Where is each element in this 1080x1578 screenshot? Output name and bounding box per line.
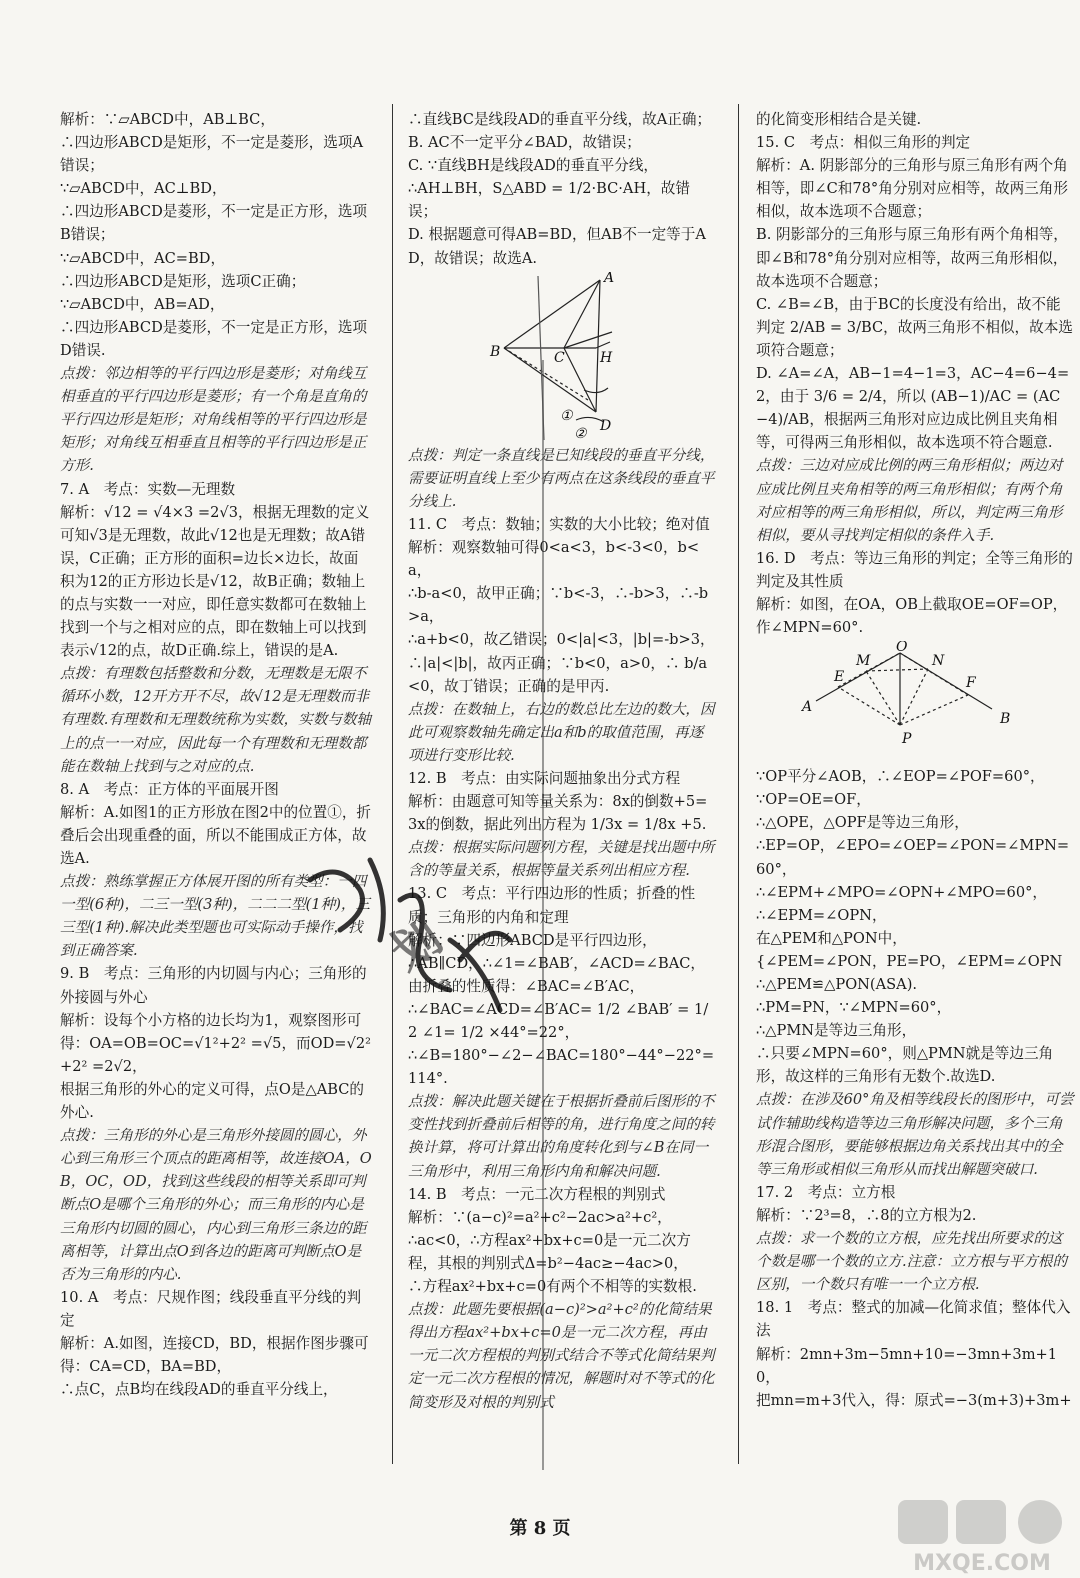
text-line: ∴四边形ABCD是菱形，不一定是正方形，选项B错误； (60, 203, 368, 244)
text-line: 11. C 考点：数轴；实数的大小比较；绝对值 (408, 515, 710, 533)
text-line: ∴AH⊥BH，S△ABD = 1/2·BC·AH，故错误； (408, 180, 690, 221)
watermark (892, 1496, 1072, 1576)
text-line: {∠PEM=∠PON，PE=PO，∠EPM=∠OPN (756, 952, 1063, 970)
label-B: B (490, 343, 501, 360)
text-line: ∴点C，点B均在线段AD的垂直平分线上， (60, 1381, 338, 1399)
column-1 (60, 108, 372, 1401)
handwriting-text: 划 (380, 908, 453, 982)
column-3-bottom (756, 765, 1074, 1412)
column-divider-right (738, 104, 739, 1464)
text-line: 解析：由题意可知等量关系为：8x的倒数+5=3x的倒数，据此列出方程为 1/3x = 1/8x +5. (408, 793, 708, 834)
text-line: 7. A 考点：实数—无理数 (60, 480, 236, 498)
text-line: ∴四边形ABCD是矩形，不一定是菱形，选项A错误； (60, 134, 364, 175)
text-line: ∴a+b<0，故乙错误；0<|a|<3，|b|=-b>3，∴|a|<|b|，故丙正确；∵b<0，a>0，∴ b/a <0，故丁错误；正确的是甲丙. (408, 631, 715, 695)
text-line: ∴ac<0，∴方程ax²+bx+c=0是一元二次方程，其根的判别式Δ=b²−4ac≥−4ac>0， (408, 1231, 691, 1272)
label-F: F (966, 675, 976, 692)
text-line: 10. A 考点：尺规作图；线段垂直平分线的判定 (60, 1288, 362, 1329)
text-line: ∴∠EPM+∠MPO=∠OPN+∠MPO=60°， (756, 883, 1047, 901)
label-M: M (856, 653, 871, 670)
text-line: ∴直线BC是线段AD的垂直平分线，故A正确； (408, 111, 712, 128)
q16-figure (756, 641, 1056, 761)
text-line: 解析：√12 = √4×3 =2√3，根据无理数的定义可知√3是无理数，故此√12也是无理数；故A错误，C正确；正方形的面积=边长×边长，故面积为12的正方形边长是√12，故B正确；数轴上的点与实数一一对应，即任意实数都可在数轴上找到一个与之相对应的点，即在数轴上可以找到表示√12的点，故D正确.综上，错误的是A. (60, 503, 370, 660)
label-P: P (902, 731, 912, 748)
text-line: ∵OP=OE=OF， (756, 791, 871, 809)
text-line: 点拨：根据实际问题列方程，关键是找出题中所含的等量关系，根据等量关系列出相应方程. (408, 839, 715, 880)
text-line: 解析：2mn+3m−5mn+10=−3mn+3m+10， (756, 1345, 1058, 1386)
text-line: 点拨：三边对应成比例的两三角形相似；两边对应成比例且夹角相等的两三角形相似；有两个角对应相等的两三角形相似，所以，判定两三角形相似，要从寻找判定相似的条件入手. (756, 457, 1063, 544)
column-2 (408, 108, 716, 1414)
text-line: ∴∠BAC=∠ACD=∠B′AC= 1/2 ∠BAB′ = 1/2 ∠1= 1/2 ×44°=22°， (408, 1000, 709, 1041)
label-N: N (932, 653, 945, 670)
text-line: 点拨：解决此题关键在于根据折叠前后图形的不变性找到折叠前后相等的角，进行角度之间的转换计算，将可计算出的角度转化到与∠B在同一三角形中，利用三角形内角和解决问题. (408, 1093, 715, 1180)
text-line: 18. 1 考点：整式的加减—化简求值；整体代入法 (756, 1299, 1071, 1340)
text-line: 12. B 考点：由实际问题抽象出分式方程 (408, 769, 681, 787)
text-line: ∴△PMN是等边三角形， (756, 1022, 917, 1040)
text-line: D. 根据题意可得AB=BD，但AB不一定等于AD，故错误；故选A. (408, 226, 706, 267)
text-line: 点拨：熟练掌握正方体展开图的所有类型：一四一型(6种)，二三一型(3种)，二二二型(1种)，三三型(1种).解决此类型题也可实际动手操作，找到正确答案. (60, 873, 371, 960)
column-2-top (408, 108, 716, 270)
label-O: O (896, 641, 908, 656)
text-line: 8. A 考点：正方体的平面展开图 (60, 780, 279, 798)
text-line: ∴∠EPM=∠OPN， (756, 906, 887, 924)
text-line: ∴四边形ABCD是矩形，选项C正确； (60, 272, 306, 290)
text-line: ∴△PEM≌△PON(ASA). (756, 976, 918, 993)
text-line: 点拨：有理数包括整数和分数，无理数是无限不循环小数，12开方开不尽，故√12是无理数而非有理数.有理数和无理数统称为实数，实数与数轴上的点一一对应，因此每一个有理数和无理数都能在数轴上找到与之对应的点. (60, 665, 372, 775)
text-line: ∴只要∠MPN=60°，则△PMN就是等边三角形，故这样的三角形有无数个.故选D. (756, 1045, 1054, 1086)
text-line: 解析：∵▱ABCD中，AB⊥BC， (60, 111, 275, 128)
text-line: 点拨：邻边相等的平行四边形是菱形；对角线互相垂直的平行四边形是菱形；有一个角是直角的平行四边形是矩形；对角线相等的平行四边形是矩形；对角线互相垂直且相等的平行四边形是正方形. (60, 365, 367, 475)
text-line: ∴AB∥CD，∴∠1=∠BAB′，∠ACD=∠BAC， (408, 954, 706, 972)
text-line: 解析：A.如图1的正方形放在图2中的位置①，折叠后会出现重叠的面，所以不能围成正方体，故选A. (60, 803, 372, 867)
text-line: 点拨：判定一条直线是已知线段的垂直平分线，需要证明直线上至少有两点在这条线段的垂直平分线上. (408, 446, 715, 510)
text-line: ∴△OPE，△OPF是等边三角形， (756, 814, 969, 832)
text-line: D. ∠A=∠A，AB−1=4−1=3，AC−4=6−4=2，由于 3/6 = 2/4，所以 (AB−1)/AC = (AC−4)/AB，根据两三角形对应边成比例且夹角相等，可得两三角形相似，故本选项不符合题意. (756, 365, 1070, 452)
label-E: E (834, 669, 845, 686)
text-line: 由折叠的性质得：∠BAC=∠B′AC， (408, 977, 645, 995)
text-line: ∴方程ax²+bx+c=0有两个不相等的实数根. (408, 1278, 697, 1296)
label-circle-2: ② (574, 425, 587, 440)
column-3 (756, 108, 1074, 1412)
text-line: 把mn=m+3代入，得：原式=−3(m+3)+3m+ (756, 1391, 1072, 1409)
label-C: C (554, 349, 565, 366)
page-number: 第 8 页 (509, 1518, 571, 1539)
text-line: 在△PEM和△PON中， (756, 929, 907, 947)
text-line: 点拨：在数轴上，右边的数总比左边的数大，因此可观察数轴先确定出a和b的取值范围，再逐项进行变形比较. (408, 700, 715, 764)
text-line: 解析：A. 阴影部分的三角形与原三角形有两个角相等，即∠C和78°角分别对应相等，故两三角形相似，故本选项不合题意； (756, 157, 1068, 221)
text-line: 解析：∵四边形ABCD是平行四边形， (408, 931, 657, 949)
text-line: C. ∠B=∠B，由于BC的长度没有给出，故不能判定 2/AB = 3/BC，故两三角形不相似，故本选项符合题意； (756, 295, 1073, 359)
text-line: 9. B 考点：三角形的内切圆与内心；三角形的外接圆与外心 (60, 965, 367, 1006)
text-line: 解析：A.如图，连接CD，BD，根据作图步骤可得：CA=CD，BA=BD， (60, 1334, 369, 1376)
text-line: ∵▱ABCD中，AC=BD， (60, 249, 226, 267)
text-line: 点拨：此题先要根据(a−c)²>a²+c²的化简结果得出方程ax²+bx+c=0是一元二次方程，再由一元二次方程根的判别式结合不等式化简结果判定一元二次方程根的情况，解题时对不等式的化简变形及对根的判别式 (408, 1301, 715, 1411)
text-line: 17. 2 考点：立方根 (756, 1183, 896, 1201)
text-line: 14. B 考点：一元二次方程根的判别式 (408, 1185, 666, 1203)
label-A: A (802, 699, 813, 716)
label-circle-1: ① (560, 407, 573, 424)
text-line: 的化简变形相结合是关键. (756, 111, 922, 128)
text-line: 点拨：求一个数的立方根，应先找出所要求的这个数是哪一个数的立方.注意：立方根与平方根的区别，一个数只有唯一一个立方根. (756, 1230, 1068, 1294)
watermark-text: MXQE.COM (913, 1551, 1051, 1576)
text-line: 解析：∵2³=8，∴8的立方根为2. (756, 1206, 977, 1224)
text-line: ∴b-a<0，故甲正确；∵b<-3，∴-b>3，∴-b>a， (408, 585, 709, 626)
text-line: B. 阴影部分的三角形与原三角形有两个角相等，即∠B和78°角分别对应相等，故两三角形相似，故本选项不合题意； (756, 226, 1068, 290)
label-D: D (600, 417, 612, 434)
text-line: 解析：如图，在OA，OB上截取OE=OF=OP，作∠MPN=60°. (756, 595, 1068, 637)
column-3-top (756, 108, 1074, 639)
label-H: H (600, 349, 613, 366)
text-line: 解析：∵(a−c)²=a²+c²−2ac>a²+c²， (408, 1208, 672, 1226)
text-line: 13. C 考点：平行四边形的性质；折叠的性质；三角形的内角和定理 (408, 885, 696, 926)
text-line: ∵▱ABCD中，AB=AD， (60, 295, 225, 313)
text-line: ∴PM=PN，∵∠MPN=60°， (756, 999, 952, 1017)
text-line: 点拨：在涉及60°角及相等线段长的图形中，可尝试作辅助线构造等边三角形解决问题，多个三角形混合图形，要能够根据边角关系找出其中的全等三角形或相似三角形从而找出解题突破口. (756, 1091, 1074, 1178)
text-line: 解析：设每个小方格的边长均为1，观察图形可得：OA=OB=OC=√1²+2² =√5，而OD=√2²+2² =2√2， (60, 1011, 371, 1075)
text-line: B. AC不一定平分∠BAD，故错误； (408, 134, 641, 152)
text-line: 点拨：三角形的外心是三角形外接圆的圆心，外心到三角形三个顶点的距离相等，故连接OA，OB，OC，OD，找到这些线段的相等关系即可判断点O是哪个三角形的外心；而三角形的内心是三角形内切圆的圆心，内心到三角形三条边的距离相等，计算出点O到各边的距离可判断点O是否为三角形的内心. (60, 1127, 372, 1283)
text-line: 15. C 考点：相似三角形的判定 (756, 134, 971, 152)
text-line: 16. D 考点：等边三角形的判定；全等三角形的判定及其性质 (756, 549, 1073, 590)
handwriting-scribble (300, 840, 540, 1044)
text-line: ∴∠B=180°−∠2−∠BAC=180°−44°−22°=114°. (408, 1047, 715, 1088)
text-line: ∴四边形ABCD是菱形，不一定是正方形，选项D错误. (60, 318, 368, 359)
text-line: C. ∵直线BH是线段AD的垂直平分线， (408, 157, 659, 175)
text-line: ∵OP平分∠AOB，∴∠EOP=∠POF=60°， (756, 768, 1045, 786)
text-line: 解析：观察数轴可得0<a<3，b<-3<0，b<a， (408, 539, 700, 580)
text-line: ∴EP=OP，∠EPO=∠OEP=∠PON=∠MPN=60°， (756, 837, 1070, 878)
label-A: A (604, 271, 615, 286)
text-line: 根据三角形的外心的定义可得，点O是△ABC的外心. (60, 1080, 364, 1122)
text-line: ∵▱ABCD中，AC⊥BD， (60, 180, 227, 198)
column-divider-left (392, 104, 393, 1464)
q10-figure (408, 272, 708, 440)
label-B: B (1000, 711, 1011, 728)
